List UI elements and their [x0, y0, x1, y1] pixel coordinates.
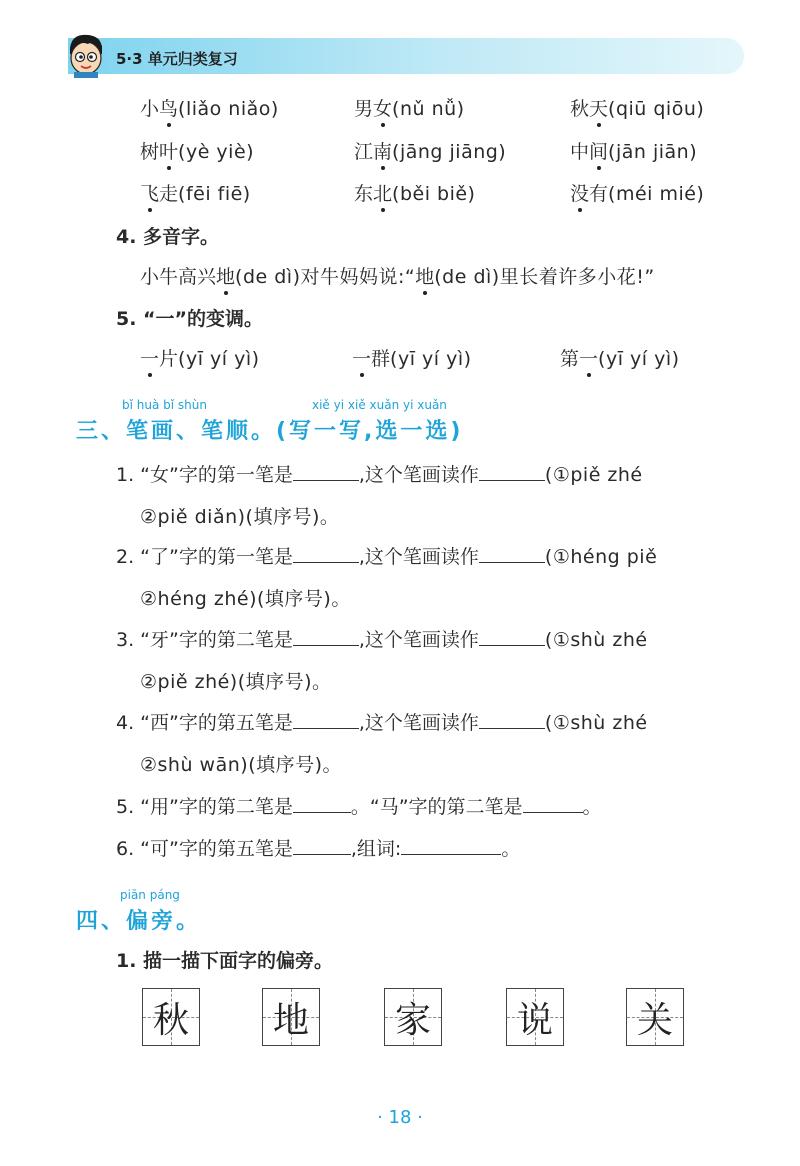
- section4-q1: 1. 描一描下面字的偏旁。: [116, 950, 334, 972]
- q4-title: 4. 多音字。: [116, 226, 220, 248]
- dotted-char: 飞: [140, 183, 160, 205]
- word-char-post: 片: [159, 348, 179, 370]
- section3-pinyin-a: bǐ huà bǐ shùn: [122, 398, 207, 412]
- q4-sentence: [140, 262, 655, 289]
- stroke-question-text: 1. “女”字的第一笔是: [116, 464, 293, 486]
- pinyin-options[interactable]: (yè yiè): [178, 141, 255, 163]
- dotted-char: 鸟: [159, 98, 179, 120]
- stroke-answer-blank[interactable]: [293, 713, 359, 729]
- word-char-pre: 树: [140, 141, 160, 163]
- dotted-char: 女: [373, 98, 393, 120]
- stroke-answer-blank[interactable]: [293, 547, 359, 563]
- dotted-char: 南: [373, 141, 393, 163]
- word-char-post: 走: [159, 183, 179, 205]
- pinyin-choice-item: [140, 137, 254, 164]
- stroke-question-text: 4. “西”字的第五笔是: [116, 712, 293, 734]
- tianzige-box[interactable]: [506, 988, 564, 1046]
- s3-q5-blank-2[interactable]: [523, 797, 583, 813]
- stroke-question-line1: [116, 708, 648, 735]
- pinyin-options[interactable]: (jāng jiāng): [392, 141, 507, 163]
- word-char-pre: 东: [354, 183, 374, 205]
- s3-q6-text-c: 。: [501, 838, 521, 860]
- header-title: 5·3 单元归类复习: [116, 50, 238, 68]
- pinyin-choice-item: [570, 94, 704, 121]
- pinyin-options[interactable]: (nǔ nǚ): [392, 98, 465, 120]
- word-char-post: 群: [371, 348, 391, 370]
- pinyin-options[interactable]: (liǎo niǎo): [178, 98, 279, 120]
- dotted-char: 没: [570, 183, 590, 205]
- stroke-read-blank[interactable]: [479, 713, 545, 729]
- yi-tone-item: [560, 344, 680, 371]
- mascot-icon: [64, 32, 108, 78]
- word-char-pre: 小: [140, 98, 160, 120]
- stroke-question-line2: [140, 584, 351, 611]
- stroke-read-blank[interactable]: [479, 630, 545, 646]
- stroke-question-line2: [140, 667, 332, 694]
- q4-text-2: (de dì)对牛妈妈说:“: [235, 266, 416, 288]
- pinyin-options[interactable]: (běi biě): [392, 183, 476, 205]
- stroke-read-text: ,这个笔画读作: [358, 546, 479, 568]
- stroke-option-1: (①shù zhé: [544, 712, 648, 734]
- s3-q6: [116, 834, 520, 861]
- stroke-read-blank[interactable]: [479, 465, 545, 481]
- pinyin-choice-item: [570, 179, 704, 206]
- stroke-option-2: ②piě diǎn)(填序号)。: [140, 506, 340, 528]
- pinyin-options[interactable]: (fēi fiē): [178, 183, 251, 205]
- dotted-char: 北: [373, 183, 393, 205]
- trace-character: 秋: [152, 999, 189, 1041]
- tone-options[interactable]: (yī yí yì): [178, 348, 260, 370]
- trace-character: 家: [394, 999, 431, 1041]
- word-char-pre: 第: [560, 348, 580, 370]
- tianzige-box[interactable]: [384, 988, 442, 1046]
- tone-options[interactable]: (yī yí yì): [390, 348, 472, 370]
- trace-character: 关: [636, 999, 673, 1041]
- pinyin-options[interactable]: (jān jiān): [608, 141, 698, 163]
- tone-options[interactable]: (yī yí yì): [598, 348, 680, 370]
- dotted-char: 一: [140, 348, 160, 370]
- stroke-question-line1: [116, 542, 657, 569]
- q4-text-1: 小牛高兴: [140, 266, 217, 288]
- stroke-option-1: (①piě zhé: [544, 464, 643, 486]
- pinyin-choice-item: [354, 94, 465, 121]
- tianzige-box[interactable]: [142, 988, 200, 1046]
- s3-q6-text-b: ,组词:: [350, 838, 402, 860]
- word-char-pre: 中: [570, 141, 590, 163]
- yi-tone-item: [352, 344, 472, 371]
- stroke-question-line2: [140, 750, 342, 777]
- stroke-read-text: ,这个笔画读作: [358, 712, 479, 734]
- stroke-answer-blank[interactable]: [293, 630, 359, 646]
- s3-q5-text-b: 。“马”字的第二笔是: [350, 796, 523, 818]
- section4-pinyin: piān páng: [120, 888, 180, 902]
- stroke-option-1: (①héng piě: [544, 546, 658, 568]
- pinyin-choice-item: [354, 179, 475, 206]
- stroke-option-1: (①shù zhé: [544, 629, 648, 651]
- section3-pinyin-b: xiě yi xiě xuǎn yi xuǎn: [312, 398, 447, 412]
- stroke-read-text: ,这个笔画读作: [358, 464, 479, 486]
- q4-dot-char-1: 地: [216, 266, 236, 288]
- trace-character: 地: [272, 999, 309, 1041]
- s3-q6-text-a: 6. “可”字的第五笔是: [116, 838, 293, 860]
- stroke-question-line1: [116, 460, 643, 487]
- s3-q6-blank-2[interactable]: [401, 839, 501, 855]
- dotted-char: 间: [589, 141, 609, 163]
- tianzige-box[interactable]: [262, 988, 320, 1046]
- dotted-char: 一: [352, 348, 372, 370]
- stroke-read-text: ,这个笔画读作: [358, 629, 479, 651]
- yi-tone-item: [140, 344, 260, 371]
- trace-character: 说: [516, 999, 553, 1041]
- s3-q5-text-a: 5. “用”字的第二笔是: [116, 796, 293, 818]
- word-char-post: 有: [589, 183, 609, 205]
- stroke-option-2: ②piě zhé)(填序号)。: [140, 671, 332, 693]
- q5-title: 5. “一”的变调。: [116, 308, 264, 330]
- s3-q5-blank-1[interactable]: [293, 797, 351, 813]
- pinyin-choice-item: [140, 179, 251, 206]
- dotted-char: 天: [589, 98, 609, 120]
- q4-dot-char-2: 地: [415, 266, 435, 288]
- stroke-question-text: 2. “了”字的第一笔是: [116, 546, 293, 568]
- tianzige-box[interactable]: [626, 988, 684, 1046]
- pinyin-options[interactable]: (méi mié): [608, 183, 705, 205]
- q4-text-3: (de dì)里长着许多小花!”: [434, 266, 655, 288]
- pinyin-choice-item: [354, 137, 506, 164]
- s3-q5: [116, 792, 602, 819]
- pinyin-options[interactable]: (qiū qiōu): [608, 98, 705, 120]
- s3-q5-text-c: 。: [582, 796, 602, 818]
- stroke-answer-blank[interactable]: [293, 465, 359, 481]
- page-number: · 18 ·: [377, 1107, 423, 1128]
- s3-q6-blank-1[interactable]: [293, 839, 351, 855]
- dotted-char: 一: [579, 348, 599, 370]
- dotted-char: 叶: [159, 141, 179, 163]
- stroke-option-2: ②héng zhé)(填序号)。: [140, 588, 351, 610]
- section4-title: 四、偏旁。: [76, 909, 202, 934]
- word-char-pre: 男: [354, 98, 374, 120]
- pinyin-choice-item: [140, 94, 279, 121]
- section3-title: 三、笔画、笔顺。(写一写,选一选): [76, 419, 464, 444]
- stroke-question-line1: [116, 625, 648, 652]
- stroke-option-2: ②shù wān)(填序号)。: [140, 754, 343, 776]
- stroke-question-text: 3. “牙”字的第二笔是: [116, 629, 293, 651]
- word-char-pre: 秋: [570, 98, 590, 120]
- stroke-read-blank[interactable]: [479, 547, 545, 563]
- pinyin-choice-item: [570, 137, 697, 164]
- word-char-pre: 江: [354, 141, 374, 163]
- stroke-question-line2: [140, 502, 339, 529]
